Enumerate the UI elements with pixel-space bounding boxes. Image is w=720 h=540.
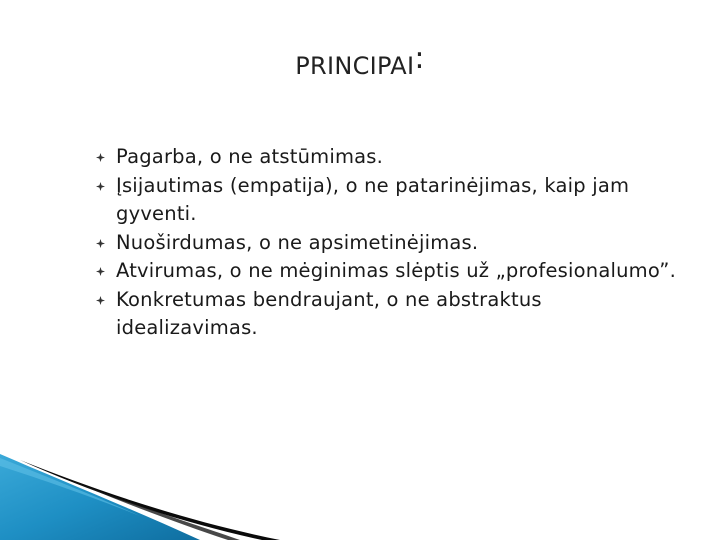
list-item <box>96 286 676 343</box>
list-item-text: Nuoširdumas, o ne apsimetinėjimas. <box>116 230 479 254</box>
slide-title-colon: : <box>414 41 425 76</box>
corner-swoosh-decoration <box>0 440 280 540</box>
list-item <box>96 172 676 229</box>
quad-arrow-bullet-icon <box>96 239 105 248</box>
list-item-text: Atvirumas, o ne mėginimas slėptis už „profesionalumo”. <box>116 259 676 282</box>
quad-arrow-bullet-icon <box>96 267 105 276</box>
principles-list <box>96 143 676 343</box>
slide-title <box>0 41 720 82</box>
list-item <box>96 143 676 172</box>
quad-arrow-bullet-icon <box>96 153 105 162</box>
list-item <box>96 229 676 258</box>
list-item <box>96 257 676 286</box>
quad-arrow-bullet-icon <box>96 182 105 191</box>
quad-arrow-bullet-icon <box>96 296 105 305</box>
list-item-text: Įsijautimas (empatija), o ne patarinėjimas, kaip jam gyventi. <box>116 173 630 225</box>
list-item-text: Pagarba, o ne atstūmimas. <box>116 145 384 168</box>
slide-title-text: PRINCIPAI <box>295 52 415 80</box>
list-item-text: Konkretumas bendraujant, o ne abstraktus idealizavimas. <box>116 287 542 339</box>
